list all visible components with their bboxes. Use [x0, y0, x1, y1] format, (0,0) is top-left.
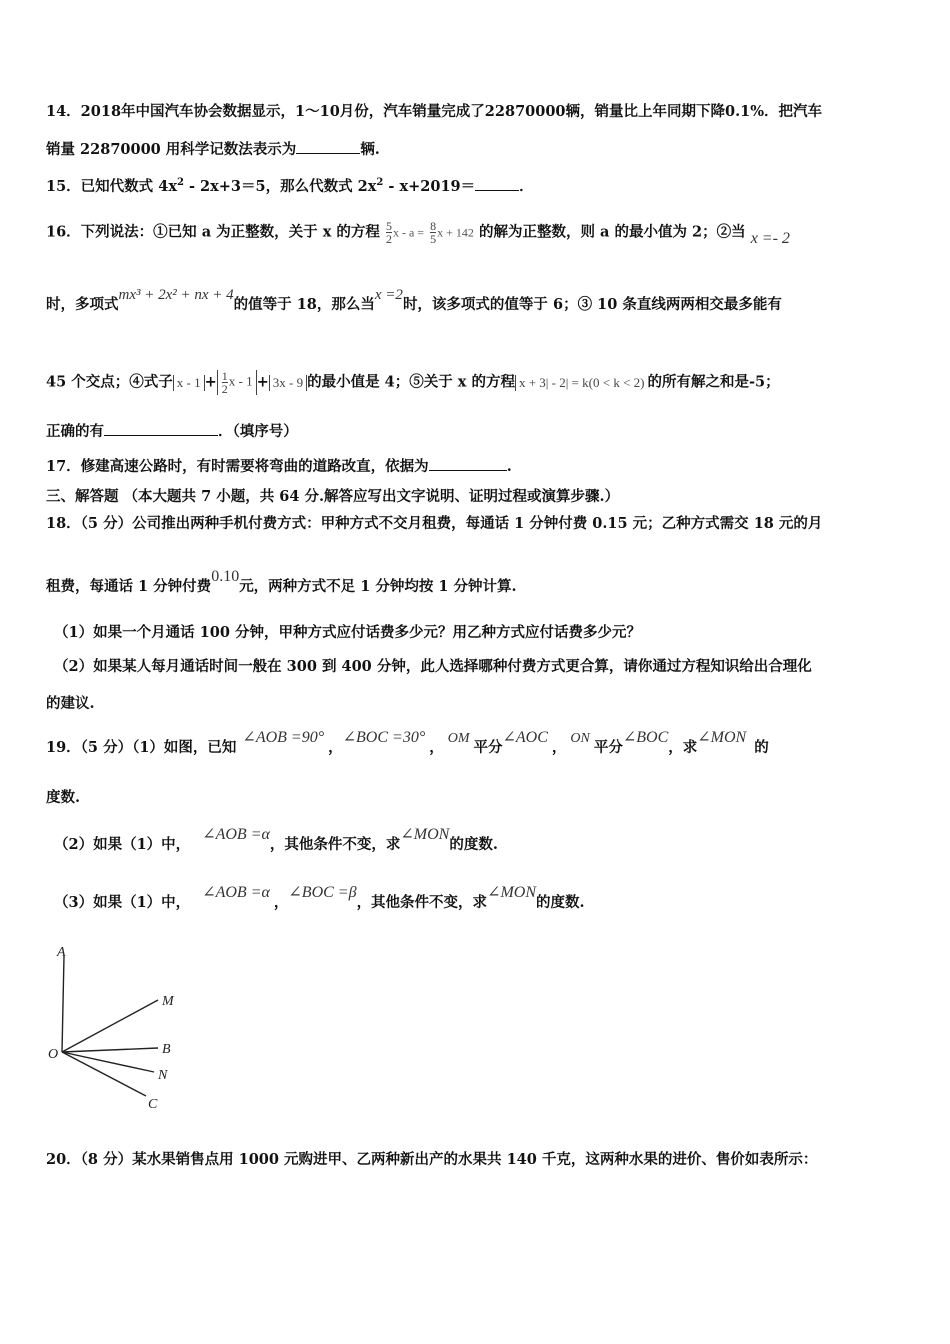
q15-pre: 15．已知代数式 4x	[46, 177, 177, 195]
ray-ob	[62, 1048, 158, 1052]
q19-s2-math2: ∠MON	[400, 826, 450, 843]
q16-l2-mid: 的值等于 18，那么当	[233, 296, 375, 313]
q17-pre: 17．修建高速公路时，有时需要将弯曲的道路改直，依据为	[46, 458, 429, 475]
q16-cond2: x =2	[374, 287, 403, 303]
label-o: O	[48, 1047, 59, 1062]
q19-math-aoc: ∠AOC	[502, 729, 548, 746]
q15-exp1: 2	[176, 177, 184, 188]
q16-abs2: $\frac{1}{2}$ x - 1	[217, 370, 257, 395]
q14-line2	[46, 139, 380, 160]
q19-tail: 的	[754, 739, 769, 756]
q16-line2	[46, 287, 782, 315]
q19-sub3	[54, 884, 585, 913]
section-heading: 三、解答题 （本大题共 7 小题，共 64 分.解答应写出文字说明、证明过程或演算步骤.）	[46, 488, 620, 505]
q16-l3-pre: 45 个交点；④式子	[46, 373, 173, 391]
q19-math-mon: ∠MON	[697, 729, 747, 746]
q19-line2: 度数.	[46, 789, 81, 806]
q19-ask: ，求	[668, 739, 698, 756]
q16-l1-pre: 16．下列说法：①已知 a 为正整数，关于 x 的方程	[46, 223, 380, 241]
q19-comma2: ，	[429, 739, 444, 756]
q17-line	[46, 456, 512, 477]
q19-sub2	[54, 826, 498, 855]
q16-frac-5-2: $\frac{5}{2}$	[385, 219, 392, 246]
q19-s3-math1: ∠AOB =α	[202, 884, 270, 901]
q15-mid2: - x+2019＝	[383, 177, 476, 195]
q16-eq-end: x + 142	[437, 225, 474, 240]
q15-post: ．	[519, 177, 534, 195]
q14-line1: 14．2018年中国汽车协会数据显示，1～10月份，汽车销量完成了22870000辆，销量比上年同期下降0.1%．把汽车	[46, 103, 823, 120]
q16-l3-post: 的所有解之和是-5；	[647, 373, 780, 391]
q19-math-aob: ∠AOB =90°	[242, 729, 325, 746]
q19-s3-comma: ，	[273, 894, 289, 911]
q19-s2-pre: （2）如果（1）中，	[54, 836, 191, 853]
q19-line1	[46, 729, 769, 759]
q16-answer-blank	[104, 421, 218, 436]
q14-line2-pre: 销量 22870000 用科学记数法表示为	[46, 141, 297, 158]
q15-line	[46, 173, 534, 197]
q16-eq-mid: x - a =	[392, 225, 425, 240]
q19-s3-math2: ∠BOC =β	[288, 884, 357, 901]
q15-exp2: 2	[376, 177, 384, 188]
q19-comma1: ，	[328, 739, 343, 756]
ray-om	[62, 1000, 158, 1052]
q17-answer-blank	[429, 456, 507, 471]
q19-s3-math3: ∠MON	[487, 884, 537, 901]
q18-sub2-line2: 的建议.	[46, 695, 95, 712]
q18-sub1: （1）如果一个月通话 100 分钟，甲种方式应付话费多少元？用乙种方式应付话费多少元？	[54, 624, 641, 641]
q14-answer-blank	[296, 139, 360, 154]
q16-line1	[46, 220, 790, 245]
angle-diagram	[40, 942, 200, 1117]
q16-cond: x =- 2	[750, 229, 790, 247]
q16-l2-post: 时，该多项式的值等于 6；③ 10 条直线两两相交最多能有	[402, 296, 782, 313]
q18-sub2-line1: （2）如果某人每月通话时间一般在 300 到 400 分钟，此人选择哪种付费方式更合算，请你通过方程知识给出合理化	[54, 658, 812, 675]
q19-s2-post: 的度数.	[449, 836, 498, 853]
q17-post: .	[506, 458, 512, 475]
q16-l1-post: 的解为正整数，则 a 的最小值为 2；②当	[478, 223, 746, 241]
q18-line2-post: 元，两种方式不足 1 分钟均按 1 分钟计算.	[239, 578, 517, 595]
q19-s3-pre: （3）如果（1）中，	[54, 894, 191, 911]
q16-abs1: x - 1	[173, 375, 205, 391]
q19-math-boc2: ∠BOC	[622, 729, 669, 746]
q19-s2-math1: ∠AOB =α	[202, 826, 270, 843]
q16-frac-8-5: $\frac{8}{5}$	[430, 219, 437, 246]
ray-oc	[62, 1052, 146, 1096]
ray-oa	[62, 956, 64, 1052]
label-m: M	[162, 994, 174, 1009]
q19-s2-mid: ，其他条件不变，求	[269, 836, 401, 853]
ray-on	[62, 1052, 154, 1072]
label-b: B	[162, 1042, 171, 1057]
q16-l2-pre: 时，多项式	[46, 296, 119, 313]
q16-poly: mx³ + 2x² + nx + 4	[118, 287, 234, 303]
q18-line2	[46, 568, 517, 597]
q18-price: 0.10	[211, 568, 240, 585]
q19-comma3: ，	[551, 739, 567, 756]
q19-s3-mid: ，其他条件不变，求	[356, 894, 488, 911]
q19-bisect2: 平分	[593, 739, 623, 756]
q16-l3-mid: 的最小值是 4；⑤关于 x 的方程	[307, 373, 515, 391]
q19-math-boc: ∠BOC =30°	[342, 729, 426, 746]
angle-figure	[40, 942, 200, 1117]
q20-line1: 20．（8 分）某水果销售点用 1000 元购进甲、乙两种新出产的水果共 140 千克，这两种水果的进价、售价如表所示：	[46, 1151, 818, 1168]
q14-line2-post: 辆.	[360, 141, 380, 158]
q16-l4-pre: 正确的有	[46, 423, 104, 440]
q19-bisect1: 平分	[473, 739, 503, 756]
q16-line4	[46, 421, 298, 442]
q18-line1: 18．（5 分）公司推出两种手机付费方式：甲种方式不交月租费，每通话 1 分钟付费 0.15 元；乙种方式需交 18 元的月	[46, 515, 823, 532]
label-a: A	[57, 945, 66, 960]
q19-s3-post: 的度数.	[536, 894, 585, 911]
label-n: N	[158, 1068, 168, 1083]
q16-line3: 45 个交点；④式子 x - 1 + $\frac{1}{2}$ x - 1 + 3x - 9 的最小值是 4；⑤关于 x 的方程 x + 3| - 2| = k(0 < k < 2) 的所有解之和是-5；	[46, 369, 780, 396]
q15-mid1: - 2x+3＝5，那么代数式 2x	[183, 177, 377, 195]
q19-math-on: ON	[570, 731, 590, 746]
q15-answer-blank	[475, 176, 519, 191]
label-c: C	[148, 1097, 158, 1112]
q16-l4-post: ．（填序号）	[218, 423, 298, 440]
q16-eq5: x + 3| - 2| = k(0 < k < 2)	[515, 375, 648, 391]
q16-abs3: 3x - 9	[269, 375, 307, 391]
q19-pre: 19．（5 分）（1）如图，已知	[46, 739, 237, 756]
q19-math-om: OM	[447, 731, 470, 746]
q18-line2-pre: 租费，每通话 1 分钟付费	[46, 578, 212, 595]
